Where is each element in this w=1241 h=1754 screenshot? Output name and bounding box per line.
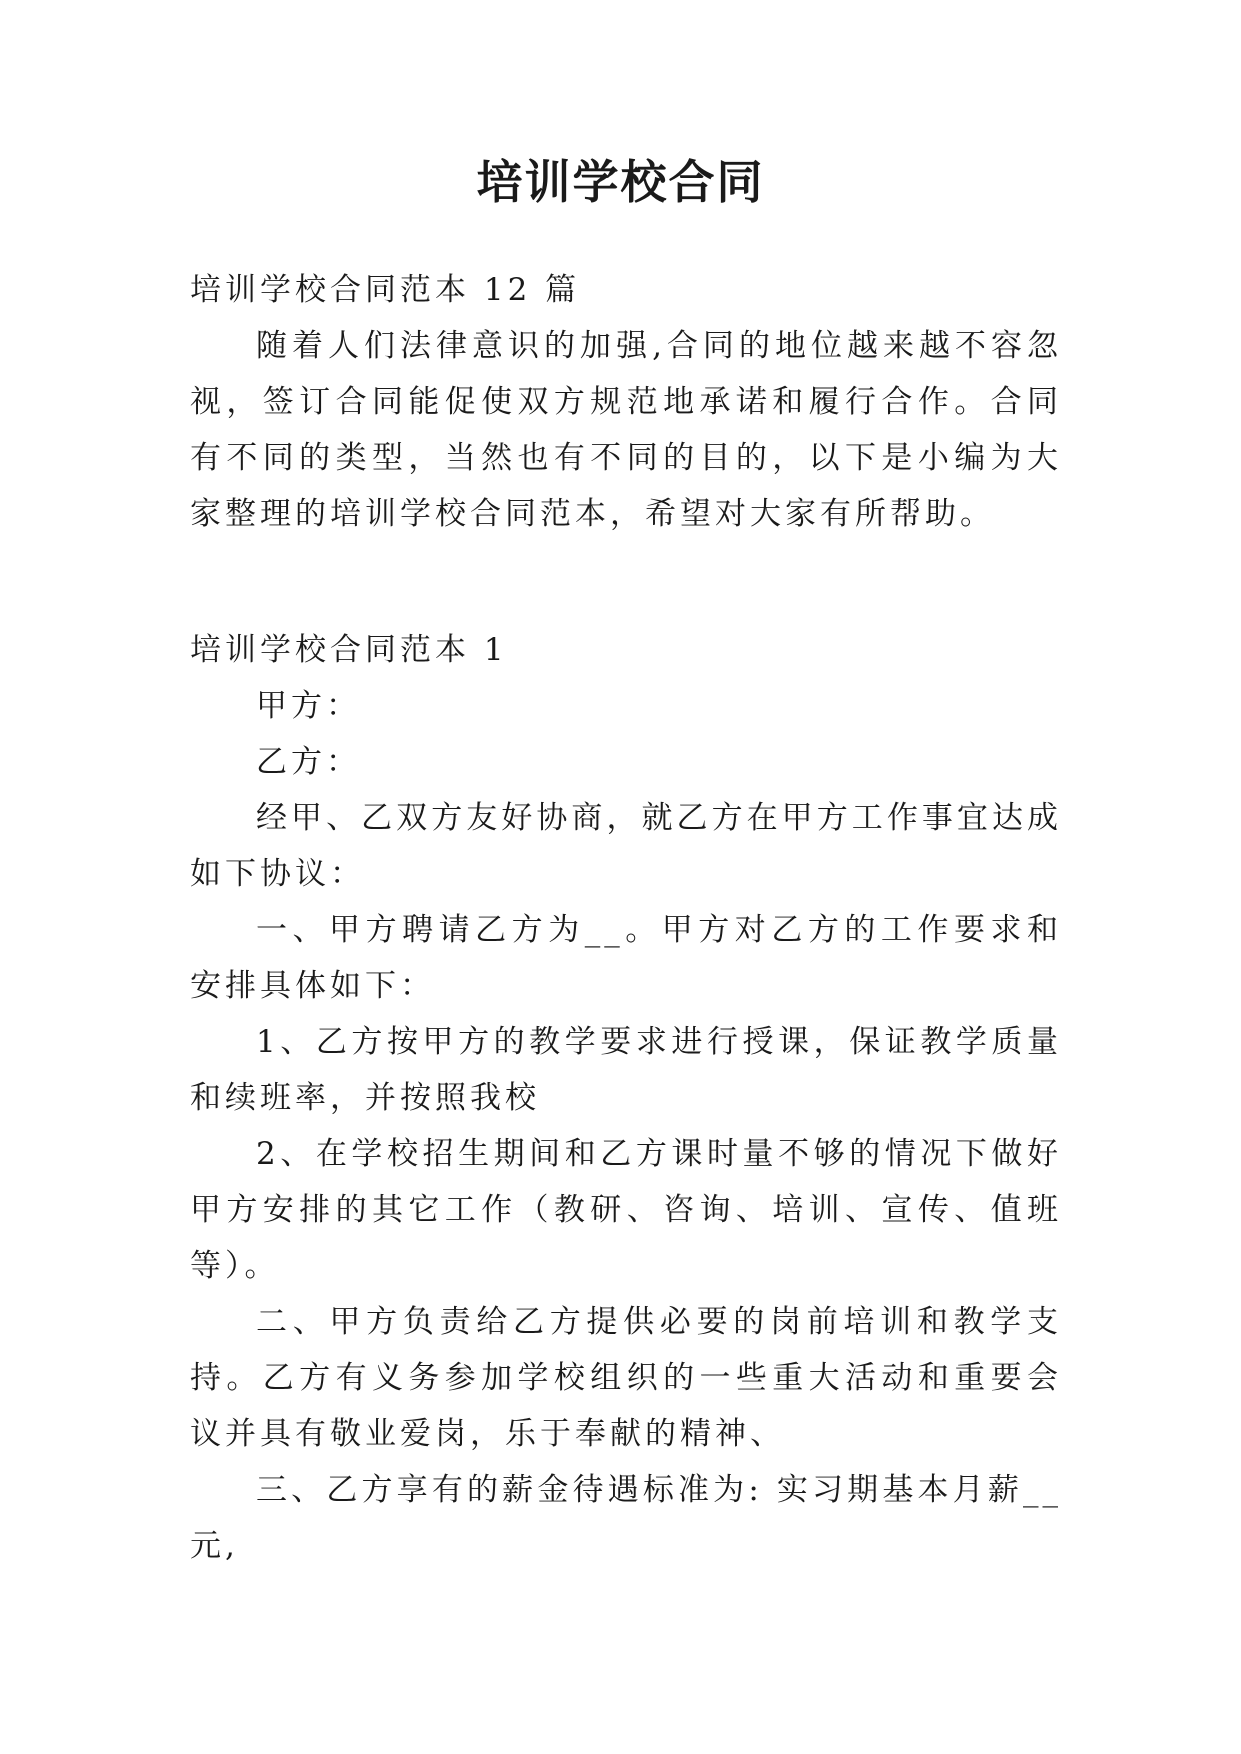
intro-paragraph: 随着人们法律意识的加强,合同的地位越来越不容忽视，签订合同能促使双方规范地承诺和履行合作。合同有不同的类型，当然也有不同的目的，以下是小编为大家整理的培训学校合同范本，希望对大家有所帮助。 xyxy=(190,328,1062,532)
clause-3-paragraph: 三、乙方享有的薪金待遇标准为: 实习期基本月薪__元, xyxy=(190,1472,1062,1564)
party-a-line: 甲方： xyxy=(256,688,361,724)
clause-1-paragraph: 一、甲方聘请乙方为__。甲方对乙方的工作要求和安排具体如下： xyxy=(190,912,1062,1004)
preamble-paragraph: 经甲、乙双方友好协商，就乙方在甲方工作事宜达成如下协议： xyxy=(190,800,1062,892)
clause-1-item-2: 2、在学校招生期间和乙方课时量不够的情况下做好甲方安排的其它工作（教研、咨询、培训、宣传、值班等）。 xyxy=(190,1136,1062,1284)
document-body-contract xyxy=(190,622,1062,1574)
clause-1-item-1: 1、乙方按甲方的教学要求进行授课，保证教学质量和续班率，并按照我校 xyxy=(190,1024,1062,1116)
document-body-intro xyxy=(190,262,1062,542)
document-title: 培训学校合同 xyxy=(476,155,765,209)
section-heading: 培训学校合同范本 1 xyxy=(190,632,508,668)
party-b-line: 乙方： xyxy=(256,744,361,780)
clause-2-paragraph: 二、甲方负责给乙方提供必要的岗前培训和教学支持。乙方有义务参加学校组织的一些重大活动和重要会议并具有敬业爱岗，乐于奉献的精神、 xyxy=(190,1304,1062,1452)
document-subtitle: 培训学校合同范本 12 篇 xyxy=(190,272,581,308)
